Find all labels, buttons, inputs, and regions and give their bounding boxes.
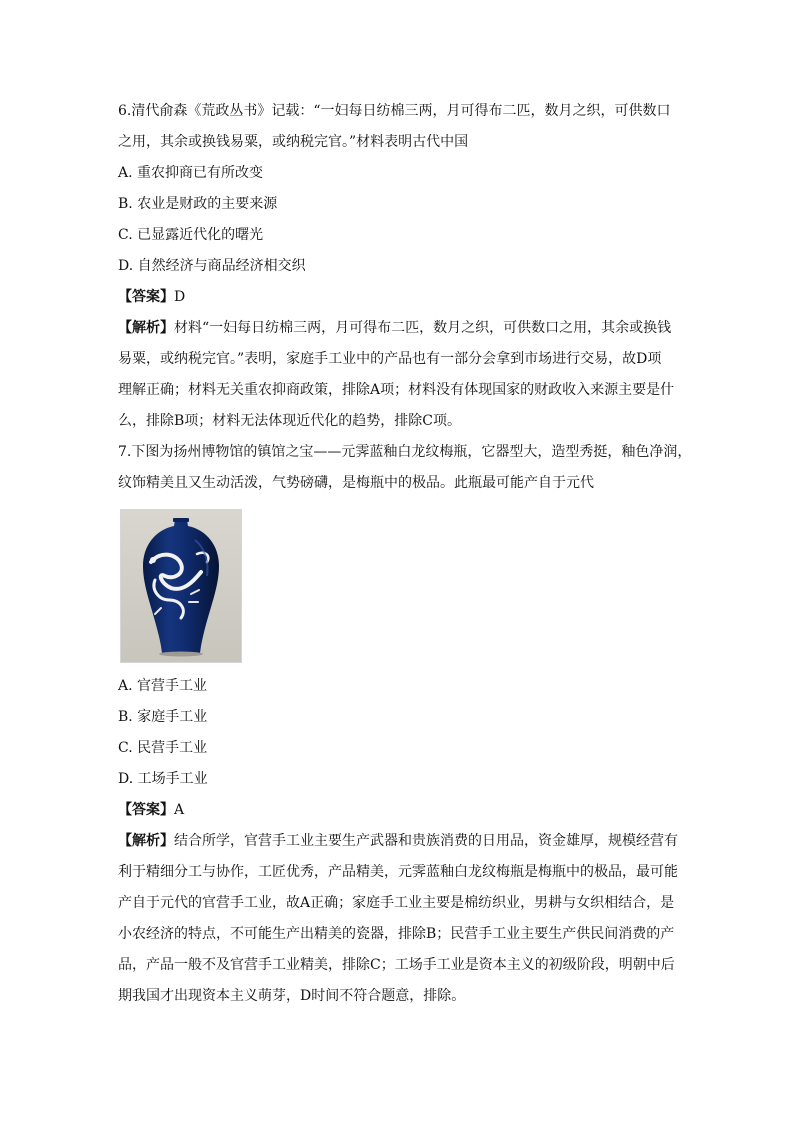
q6-analysis-line-3: 理解正确；材料无关重农抑商政策，排除A项；材料没有体现国家的财政收入来源主要是什 [118, 382, 675, 398]
q6-option-d: D. 自然经济与商品经济相交织 [118, 258, 306, 274]
q7-answer [118, 795, 678, 826]
q7-analysis-text-1: 结合所学，官营手工业主要生产武器和贵族消费的日用品，资金雄厚，规模经营有 [174, 833, 678, 849]
q6-analysis-line-2: 易粟，或纳税完官。”表明，家庭手工业中的产品也有一部分会拿到市场进行交易，故D项 [118, 351, 662, 367]
q7-stem-line-1: 7.下图为扬州博物馆的镇馆之宝——元霁蓝釉白龙纹梅瓶，它器型大，造型秀挺，釉色净润， [118, 444, 692, 460]
q6-option-b: B. 农业是财政的主要来源 [118, 196, 278, 212]
q6-answer-value: D [174, 289, 186, 305]
q7-answer-label: 【答案】 [118, 802, 174, 818]
q7-option-a: A. 官营手工业 [118, 678, 208, 694]
q7-option-b: B. 家庭手工业 [118, 709, 208, 725]
q6-stem-line-2: 之用，其余或换钱易粟，或纳税完官。”材料表明古代中国 [118, 134, 469, 150]
document-page [118, 96, 692, 1012]
q6-option-a: A. 重农抑商已有所改变 [118, 165, 264, 181]
q7-option-d: D. 工场手工业 [118, 771, 208, 787]
q7-answer-value: A [174, 802, 185, 818]
q7-analysis-line-2: 利于精细分工与协作，工匠优秀，产品精美，元霁蓝釉白龙纹梅瓶是梅瓶中的极品，最可能 [118, 864, 678, 880]
q7-analysis-line-6: 期我国才出现资本主义萌芽，D时间不符合题意，排除。 [118, 988, 466, 1004]
q6-analysis-line-4: 么，排除B项；材料无法体现近代化的趋势，排除C项。 [118, 413, 461, 429]
vase-photo [120, 509, 242, 663]
q7-analysis-line-1 [118, 826, 678, 857]
q7-option-c: C. 民营手工业 [118, 740, 208, 756]
q7-analysis-line-5: 品，产品一般不及官营手工业精美，排除C；工场手工业是资本主义的初级阶段，明朝中后 [118, 957, 675, 973]
q6-analysis-label: 【解析】 [118, 320, 174, 336]
q7-analysis-label: 【解析】 [118, 833, 174, 849]
q6-option-c: C. 已显露近代化的曙光 [118, 227, 264, 243]
q6-analysis-text-1: 材料“一妇每日纺棉三两，月可得布二匹，数月之织，可供数口之用，其余或换钱 [174, 320, 672, 336]
q6-analysis-line-1 [118, 313, 678, 344]
q6-stem-line-1: 6.清代俞森《荒政丛书》记载：“一妇每日纺棉三两，月可得布二匹，数月之织，可供数口 [118, 103, 671, 119]
q6-answer [118, 282, 678, 313]
q7-analysis-line-4: 小农经济的特点，不可能生产出精美的瓷器，排除B；民营手工业主要生产供民间消费的产 [118, 926, 675, 942]
q6-answer-label: 【答案】 [118, 289, 174, 305]
q7-stem-line-2: 纹饰精美且又生动活泼，气势磅礴，是梅瓶中的极品。此瓶最可能产自于元代 [118, 475, 594, 491]
blue-glaze-dragon-vase-photo-icon [121, 510, 241, 662]
q7-analysis-line-3: 产自于元代的官营手工业，故A正确；家庭手工业主要是棉纺织业，男耕与女织相结合，是 [118, 895, 675, 911]
